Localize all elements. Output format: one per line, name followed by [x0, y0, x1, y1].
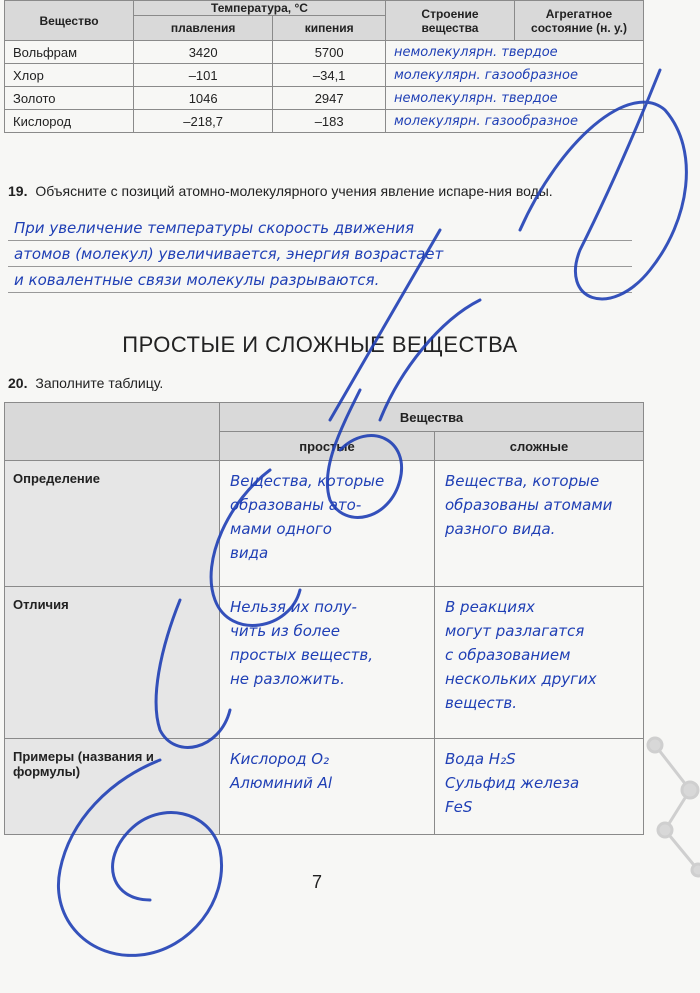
substance-name: Вольфрам: [5, 41, 134, 64]
melting-value: 1046: [134, 87, 273, 110]
substance-name: Хлор: [5, 64, 134, 87]
handwritten-answer: немолекулярн. твердое: [386, 87, 644, 110]
handwritten-answer: молекулярн. газообразное: [386, 64, 644, 87]
simple-cell: [220, 461, 435, 587]
melting-value: –218,7: [134, 110, 273, 133]
header-substance: Вещество: [5, 1, 134, 41]
substance-name: Золото: [5, 87, 134, 110]
question-text: Объясните с позиций атомно-молекулярного учения явление испаре-ния воды.: [35, 183, 553, 199]
boiling-value: –34,1: [273, 64, 386, 87]
substance-name: Кислород: [5, 110, 134, 133]
complex-cell: [435, 587, 644, 739]
melting-value: –101: [134, 64, 273, 87]
handwritten-line: образованы ато-: [230, 496, 362, 514]
section-title: ПРОСТЫЕ И СЛОЖНЫЕ ВЕЩЕСТВА: [122, 332, 518, 357]
handwritten-line: с образованием: [445, 646, 571, 664]
handwritten-answer: молекулярн. газообразное: [386, 110, 644, 133]
handwritten-line: мами одного: [230, 520, 332, 538]
complex-cell: [435, 739, 644, 835]
header-boiling: кипения: [273, 16, 386, 41]
row-label: Определение: [5, 461, 220, 587]
handwritten-line: Вода H₂S: [445, 750, 516, 768]
handwritten-line: нескольких других: [445, 670, 597, 688]
table-row: [5, 87, 644, 110]
handwritten-line: не разложить.: [230, 670, 345, 688]
table-row: [5, 587, 644, 739]
table-row: [5, 110, 644, 133]
boiling-value: 5700: [273, 41, 386, 64]
simple-cell: [220, 739, 435, 835]
handwritten-line: FeS: [445, 798, 473, 816]
handwritten-line: В реакциях: [445, 598, 535, 616]
boiling-value: 2947: [273, 87, 386, 110]
handwritten-answer: немолекулярн. твердое: [386, 41, 644, 64]
handwritten-line: Кислород O₂: [230, 750, 330, 768]
page-number: 7: [312, 872, 323, 892]
question-20: [8, 375, 163, 391]
header-temperature: Температура, °С: [134, 1, 386, 16]
simple-complex-table: [4, 402, 644, 835]
answer-line: [8, 240, 632, 241]
table-row: [5, 41, 644, 64]
handwritten-line: Нельзя их полу-: [230, 598, 357, 616]
boiling-value: –183: [273, 110, 386, 133]
corner-cell: [5, 403, 220, 461]
complex-cell: [435, 461, 644, 587]
row-label: Примеры (названия и формулы): [5, 739, 220, 835]
header-complex: сложные: [435, 432, 644, 461]
handwritten-answer: атомов (молекул) увеличивается, энергия возрастает: [14, 245, 444, 263]
handwritten-line: Вещества, которые: [230, 472, 385, 490]
table-row: [5, 461, 644, 587]
question-number: 19.: [8, 183, 28, 199]
simple-cell: [220, 587, 435, 739]
header-structure: Строение вещества: [386, 1, 515, 41]
handwritten-line: простых веществ,: [230, 646, 373, 664]
header-melting: плавления: [134, 16, 273, 41]
header-simple: простые: [220, 432, 435, 461]
handwritten-line: веществ.: [445, 694, 518, 712]
answer-line: [8, 266, 632, 267]
header-state: Агрегатное состояние (н. у.): [515, 1, 644, 41]
handwritten-line: образованы атомами: [445, 496, 613, 514]
handwritten-line: Сульфид железа: [445, 774, 580, 792]
handwritten-line: могут разлагатся: [445, 622, 585, 640]
question-number: 20.: [8, 375, 28, 391]
properties-table: [4, 0, 644, 133]
handwritten-line: Алюминий Al: [230, 774, 333, 792]
question-text: Заполните таблицу.: [35, 375, 164, 391]
handwritten-line: разного вида.: [445, 520, 556, 538]
handwritten-answer: и ковалентные связи молекулы разрываются.: [14, 271, 380, 289]
handwritten-line: вида: [230, 544, 269, 562]
table-row: [5, 739, 644, 835]
header-substances: Вещества: [220, 403, 644, 432]
melting-value: 3420: [134, 41, 273, 64]
table-row: [5, 64, 644, 87]
handwritten-line: Вещества, которые: [445, 472, 600, 490]
handwritten-answer: При увеличение температуры скорость движения: [14, 219, 415, 237]
answer-line: [8, 292, 632, 293]
handwritten-line: чить из более: [230, 622, 340, 640]
question-19: [8, 182, 640, 200]
row-label: Отличия: [5, 587, 220, 739]
